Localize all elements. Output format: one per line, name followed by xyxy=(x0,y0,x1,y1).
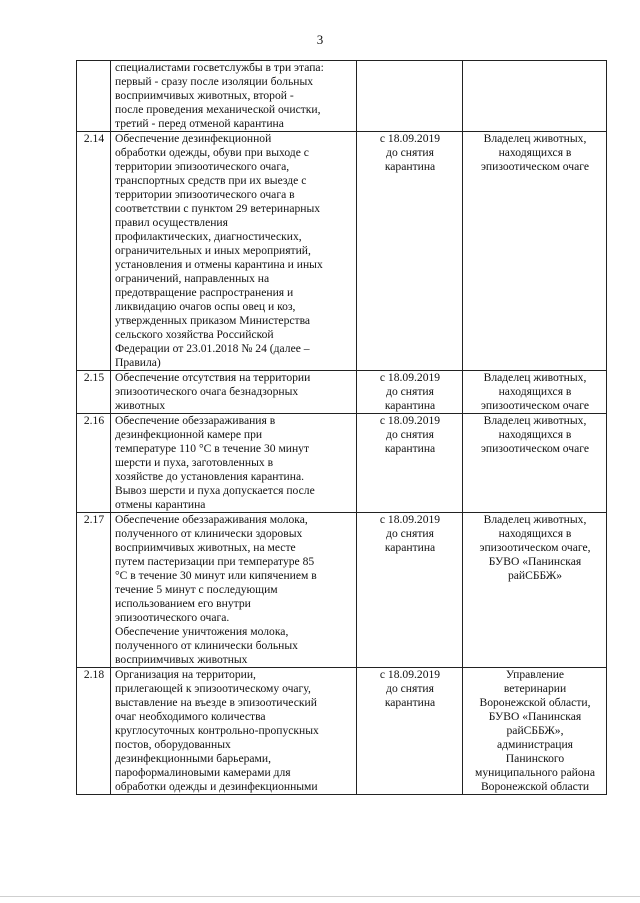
deadline-line: с 18.09.2019 xyxy=(379,132,441,145)
measure-description-line: Обеспечение отсутствия на территории xyxy=(115,371,311,384)
measure-description-line: предотвращение распространения и xyxy=(115,286,294,299)
responsible-cell xyxy=(463,371,607,414)
measure-description-cell xyxy=(111,668,357,795)
measure-description-line: температуре 110 °С в течение 30 минут xyxy=(115,442,310,455)
measure-description-line: эпизоотического очага. xyxy=(115,611,230,624)
responsible-line: Владелец животных, xyxy=(483,132,587,145)
responsible-line: находящихся в xyxy=(498,385,572,398)
measure-description-cell xyxy=(111,371,357,414)
measure-description-line: соответствии с пунктом 29 ветеринарных xyxy=(115,202,321,215)
table-row xyxy=(77,371,607,414)
item-number-cell: 2.18 xyxy=(77,668,111,795)
deadline-line: до снятия xyxy=(386,682,434,695)
measure-description-cell xyxy=(111,61,357,132)
responsible-line: эпизоотическом очаге xyxy=(480,399,590,412)
measure-description-line: животных xyxy=(115,399,166,412)
deadline-line: карантина xyxy=(384,442,436,455)
measure-description-line: прилегающей к эпизоотическому очагу, xyxy=(115,682,311,695)
measure-description-line: круглосуточных контрольно-пропускных xyxy=(115,724,319,737)
responsible-line: муниципального района xyxy=(475,766,595,779)
responsible-line: Воронежской области, xyxy=(479,696,591,709)
measure-description-line: восприимчивых животных, второй - xyxy=(115,89,294,102)
deadline-line: с 18.09.2019 xyxy=(379,513,441,526)
responsible-line: эпизоотическом очаге xyxy=(480,442,590,455)
deadline-cell xyxy=(357,61,463,132)
measure-description-line: сельского хозяйства Российской xyxy=(115,328,274,341)
deadline-line: карантина xyxy=(384,399,436,412)
measure-description-line: ограничительных и иных мероприятий, xyxy=(115,244,311,257)
responsible-line: БУВО «Панинская xyxy=(488,555,582,568)
responsible-line: эпизоотическом очаге xyxy=(480,160,590,173)
measure-description-line: восприимчивых животных, на месте xyxy=(115,541,296,554)
table-row xyxy=(77,61,607,132)
measure-description-line: профилактических, диагностических, xyxy=(115,230,302,243)
measure-description-line: третий - перед отменой карантина xyxy=(115,117,284,130)
measure-description-line: утвержденных приказом Министерства xyxy=(115,314,311,327)
responsible-line: райСББЖ» xyxy=(507,569,563,582)
measure-description-line: эпизоотического очага безнадзорных xyxy=(115,385,299,398)
measure-description-line: Организация на территории, xyxy=(115,668,256,681)
measure-description-line: ограничений, направленных на xyxy=(115,272,270,285)
measure-description-line: постов, оборудованных xyxy=(115,738,231,751)
responsible-line: ветеринарии xyxy=(503,682,567,695)
responsible-cell xyxy=(463,61,607,132)
measure-description-line: после проведения механической очистки, xyxy=(115,103,321,116)
measure-description-line: обработки одежды и дезинфекционными xyxy=(115,780,318,793)
responsible-line: Владелец животных, xyxy=(483,414,587,427)
measure-description-line: Обеспечение обеззараживания молока, xyxy=(115,513,308,526)
measure-description-line: территории эпизоотического очага в xyxy=(115,188,295,201)
deadline-cell xyxy=(357,132,463,371)
responsible-line: находящихся в xyxy=(498,527,572,540)
measure-description-line: отмены карантина xyxy=(115,498,206,511)
measure-description-line: хозяйстве до установления карантина. xyxy=(115,470,304,483)
responsible-cell xyxy=(463,132,607,371)
table-row xyxy=(77,414,607,513)
deadline-line: с 18.09.2019 xyxy=(379,668,441,681)
deadline-line: карантина xyxy=(384,541,436,554)
measure-description-line: путем пастеризации при температуре 85 xyxy=(115,555,315,568)
responsible-line: Владелец животных, xyxy=(483,513,587,526)
responsible-cell xyxy=(463,513,607,668)
measure-description-line: выставление на въезде в эпизоотический xyxy=(115,696,317,709)
measure-description-line: установления и отмены карантина и иных xyxy=(115,258,323,271)
responsible-line: Владелец животных, xyxy=(483,371,587,384)
measure-description-line: полученного от клинически больных xyxy=(115,639,298,652)
measure-description-line: шерсти и пуха, заготовленных в xyxy=(115,456,274,469)
responsible-cell xyxy=(463,668,607,795)
deadline-cell xyxy=(357,668,463,795)
measure-description-line: Обеспечение дезинфекционной xyxy=(115,132,272,145)
item-number-cell: 2.14 xyxy=(77,132,111,371)
measure-description-line: очаг необходимого количества xyxy=(115,710,266,723)
deadline-cell xyxy=(357,513,463,668)
responsible-line: администрация xyxy=(496,738,574,751)
deadline-cell xyxy=(357,371,463,414)
measure-description-line: использованием его внутри xyxy=(115,597,251,610)
deadline-line: карантина xyxy=(384,696,436,709)
deadline-line: с 18.09.2019 xyxy=(379,414,441,427)
deadline-cell xyxy=(357,414,463,513)
item-number-cell: 2.15 xyxy=(77,371,111,414)
responsible-line: Управление xyxy=(505,668,565,681)
measure-description-line: Обеспечение уничтожения молока, xyxy=(115,625,289,638)
deadline-line: до снятия xyxy=(386,385,434,398)
responsible-line: райСББЖ», xyxy=(506,724,564,737)
measure-description-line: пароформалиновыми камерами для xyxy=(115,766,291,779)
measure-description-line: течение 5 минут с последующим xyxy=(115,583,278,596)
responsible-line: находящихся в xyxy=(498,146,572,159)
responsible-line: Панинского xyxy=(505,752,565,765)
page-bottom-edge xyxy=(0,896,640,897)
item-number-cell xyxy=(77,61,111,132)
responsible-line: БУВО «Панинская xyxy=(488,710,582,723)
measure-description-line: транспортных средств при их выезде с xyxy=(115,174,307,187)
table-row xyxy=(77,668,607,795)
measure-description-cell xyxy=(111,513,357,668)
page-number: 3 xyxy=(316,32,324,47)
measure-description-line: Обеспечение обеззараживания в xyxy=(115,414,276,427)
deadline-line: до снятия xyxy=(386,428,434,441)
deadline-line: до снятия xyxy=(386,146,434,159)
measures-table xyxy=(76,60,607,795)
responsible-line: Воронежской области xyxy=(480,780,590,793)
measure-description-line: специалистами госветслужбы в три этапа: xyxy=(115,61,324,74)
measure-description-line: первый - сразу после изоляции больных xyxy=(115,75,314,88)
responsible-cell xyxy=(463,414,607,513)
table-row xyxy=(77,132,607,371)
responsible-line: эпизоотическом очаге, xyxy=(479,541,591,554)
measure-description-cell xyxy=(111,414,357,513)
measure-description-line: Федерации от 23.01.2018 № 24 (далее – xyxy=(115,342,310,355)
measure-description-line: правил осуществления xyxy=(115,216,228,229)
measure-description-line: территории эпизоотического очага, xyxy=(115,160,290,173)
deadline-line: карантина xyxy=(384,160,436,173)
responsible-line: находящихся в xyxy=(498,428,572,441)
item-number-cell: 2.17 xyxy=(77,513,111,668)
table-row xyxy=(77,513,607,668)
measure-description-cell xyxy=(111,132,357,371)
measure-description-line: обработки одежды, обуви при выходе с xyxy=(115,146,309,159)
measure-description-line: Правила) xyxy=(115,356,161,369)
deadline-line: с 18.09.2019 xyxy=(379,371,441,384)
measure-description-line: ликвидацию очагов оспы овец и коз, xyxy=(115,300,296,313)
measures-table-body xyxy=(77,61,607,795)
measure-description-line: °С в течение 30 минут или кипячением в xyxy=(115,569,317,582)
item-number-cell: 2.16 xyxy=(77,414,111,513)
measure-description-line: дезинфекционными барьерами, xyxy=(115,752,271,765)
deadline-line: до снятия xyxy=(386,527,434,540)
measure-description-line: дезинфекционной камере при xyxy=(115,428,263,441)
measure-description-line: полученного от клинически здоровых xyxy=(115,527,303,540)
measure-description-line: Вывоз шерсти и пуха допускается после xyxy=(115,484,315,497)
measure-description-line: восприимчивых животных xyxy=(115,653,248,666)
